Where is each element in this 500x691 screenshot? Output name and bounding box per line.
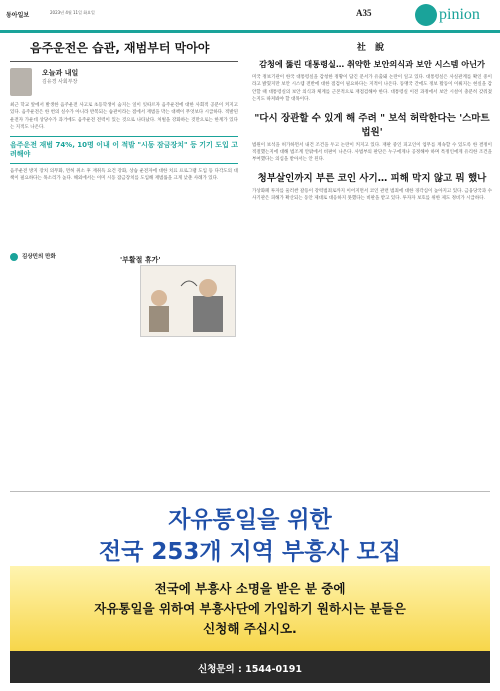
opinion-o-icon	[415, 4, 437, 26]
column-body-1: 최근 학교 앞에서 발생한 음주운전 사고로 초등학생이 숨지는 일이 잇따르자 음주운전에 대한 사회적 공분이 커지고 있다. 음주운전은 한 번의 실수가 아니라 반복되는 습관이라는 점에서 재범을 막는 대책이 무엇보다 시급하다. 적발된 운전자 가운데 상당수가 과거에도 음주운전 전력이 있는 것으로 나타났다. 처벌을 강화하는 것만으로는 한계가 있다는 지적도 나온다.	[10, 103, 238, 131]
ad-phone-number: 신청문의 : 1544-0191	[198, 664, 302, 675]
column-headline: 음주운전은 습관, 재범부터 막아야	[30, 41, 210, 55]
ad-headline-1: 자유통일을 위한	[168, 507, 332, 533]
cartoon-tag-icon	[10, 253, 18, 261]
editorial-column	[252, 38, 492, 203]
ad-copy-3: 신청해 주십시오.	[203, 621, 297, 636]
ad-copy-1: 전국에 부흥사 소명을 받은 분 중에	[154, 581, 346, 596]
editorial-1-headline: 감청에 뚫린 대통령실… 취약한 보안의식과 보안 시스템 아닌가	[259, 59, 485, 69]
editorial-2-body: 법원이 보석을 허가하면서 내건 조건을 두고 논란이 커지고 있다. 재판 중인 피고인이 업무를 계속할 수 있도록 한 결정이 적절했는지에 대해 법조계 안팎에서 비판이 나온다. 사법부의 판단은 누구에게나 공정해야 하며 특정인에게 유리한 조건을 부여했다는 의심을 받아서는 안 된다.	[252, 142, 492, 163]
author-photo	[10, 68, 32, 96]
ad-divider	[10, 491, 490, 492]
cartoon-title: '부활절 휴가'	[120, 256, 161, 264]
page-number: A35	[356, 8, 372, 18]
editorial-label: 社 說	[356, 43, 388, 53]
ad-headline-2: 전국 253개 지역 부흥사 모집	[98, 539, 402, 565]
column-name: 오늘과 내일	[42, 69, 79, 77]
editorial-3-body: 가상화폐 투자를 둘러싼 갈등이 강력범죄로까지 이어지면서 코인 관련 범죄에 대한 경각심이 높아지고 있다. 금융당국과 수사기관은 피해가 확산되는 동안 제대로 대응하지 못했다는 비판을 받고 있다. 투자자 보호를 위한 제도 정비가 시급하다.	[252, 188, 492, 202]
editorial-1-body: 미국 정보기관이 한국 대통령실을 감청한 정황이 담긴 문서가 유출돼 논란이 일고 있다. 대통령실은 사실관계를 확인 중이라고 밝혔지만 보안 시스템 전반에 대한 점검이 필요하다는 지적이 나온다. 동맹국 간에도 정보 활동이 이뤄지는 현실을 감안할 때 대통령실의 보안 의식과 체계를 근본적으로 재점검해야 한다. 대통령실 이전 과정에서 보안 시설이 충분히 갖춰졌는지도 따져봐야 할 대목이다.	[252, 75, 492, 103]
opinion-section-logo	[415, 4, 497, 26]
cartoon-illustration	[140, 265, 236, 337]
issue-date: 2023년 4월 11일 화요일	[50, 10, 95, 15]
pull-quote: 음주운전 재범 74%, 10명 이내 이 적발 "시동 잠금장치" 등 기기 도입 고려해야	[10, 136, 238, 164]
opinion-label: pinion	[439, 6, 480, 23]
editorial-2-headline: "다시 장관할 수 있게 해 주려 " 보석 허락한다는 '스마트 법원'	[254, 112, 490, 138]
ad-copy-2: 자유통일을 위하여 부흥사단에 가입하기 원하시는 분들은	[94, 601, 406, 616]
headline-divider	[10, 61, 238, 62]
author-role: 김유경 사회부장	[42, 79, 78, 85]
author-box	[10, 66, 238, 102]
column-body-2: 음주운전 방지 장치 의무화, 면허 취소 후 재취득 요건 강화, 상습 운전자에 대한 치료 프로그램 도입 등 다각도의 대책이 필요하다는 목소리가 높다. 해외에서는 이미 시동 잠금장치를 도입해 재범률을 크게 낮춘 사례가 있다.	[10, 168, 238, 182]
cartoon-section	[10, 253, 238, 383]
masthead	[0, 0, 500, 36]
newspaper-logo: 동아일보	[6, 12, 30, 19]
cartoon-label: 김상민의 만화	[22, 254, 56, 260]
column-article	[10, 38, 238, 182]
advertisement	[0, 491, 500, 691]
ad-contact-bar	[10, 651, 490, 683]
editorial-3-headline: 청부살인까지 부른 코인 사기… 피해 막지 않고 뭐 했나	[257, 172, 487, 184]
masthead-divider	[0, 30, 500, 33]
